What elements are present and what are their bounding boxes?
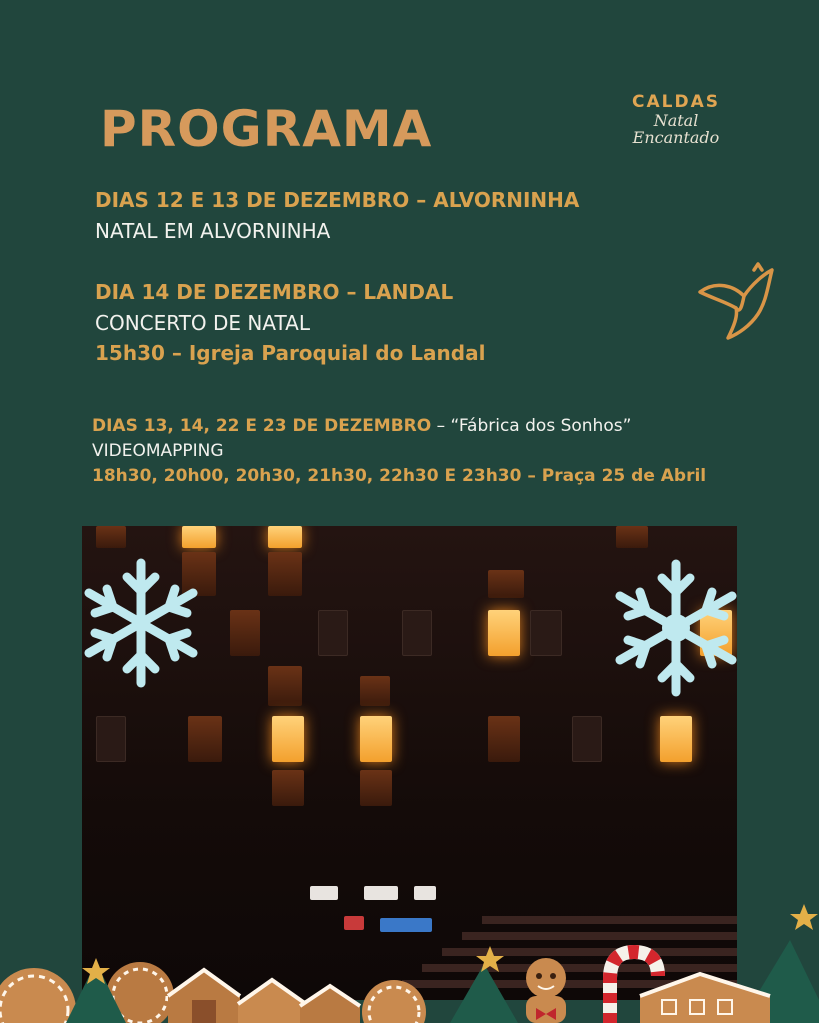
logo-caldas-text: CALDAS bbox=[632, 92, 720, 112]
event-2-detail: 15h30 – Igreja Paroquial do Landal bbox=[95, 341, 486, 365]
bird-icon bbox=[694, 262, 776, 342]
event-3-heading: DIAS 13, 14, 22 E 23 DE DEZEMBRO bbox=[92, 416, 432, 436]
logo-script-line1: Natal bbox=[653, 111, 699, 130]
event-1-heading: DIAS 12 E 13 DE DEZEMBRO – ALVORNINHA bbox=[95, 188, 580, 212]
event-1-name: NATAL EM ALVORNINHA bbox=[95, 219, 331, 243]
snowflake-icon bbox=[606, 548, 737, 708]
caldas-natal-logo bbox=[626, 92, 726, 146]
page-title: PROGRAMA bbox=[100, 100, 433, 158]
event-2-heading: DIA 14 DE DEZEMBRO – LANDAL bbox=[95, 280, 454, 304]
snowflake-icon bbox=[82, 548, 206, 698]
event-3-heading-row bbox=[92, 416, 631, 436]
event-2-name: CONCERTO DE NATAL bbox=[95, 311, 310, 335]
event-3-detail: 18h30, 20h00, 20h30, 21h30, 22h30 E 23h30 – Praça 25 de Abril bbox=[92, 466, 707, 486]
gingerbread-border bbox=[0, 900, 819, 1023]
event-3-name: VIDEOMAPPING bbox=[92, 441, 224, 461]
logo-script-line2: Encantado bbox=[632, 128, 720, 147]
event-3-heading-suffix: – “Fábrica dos Sonhos” bbox=[431, 416, 632, 436]
